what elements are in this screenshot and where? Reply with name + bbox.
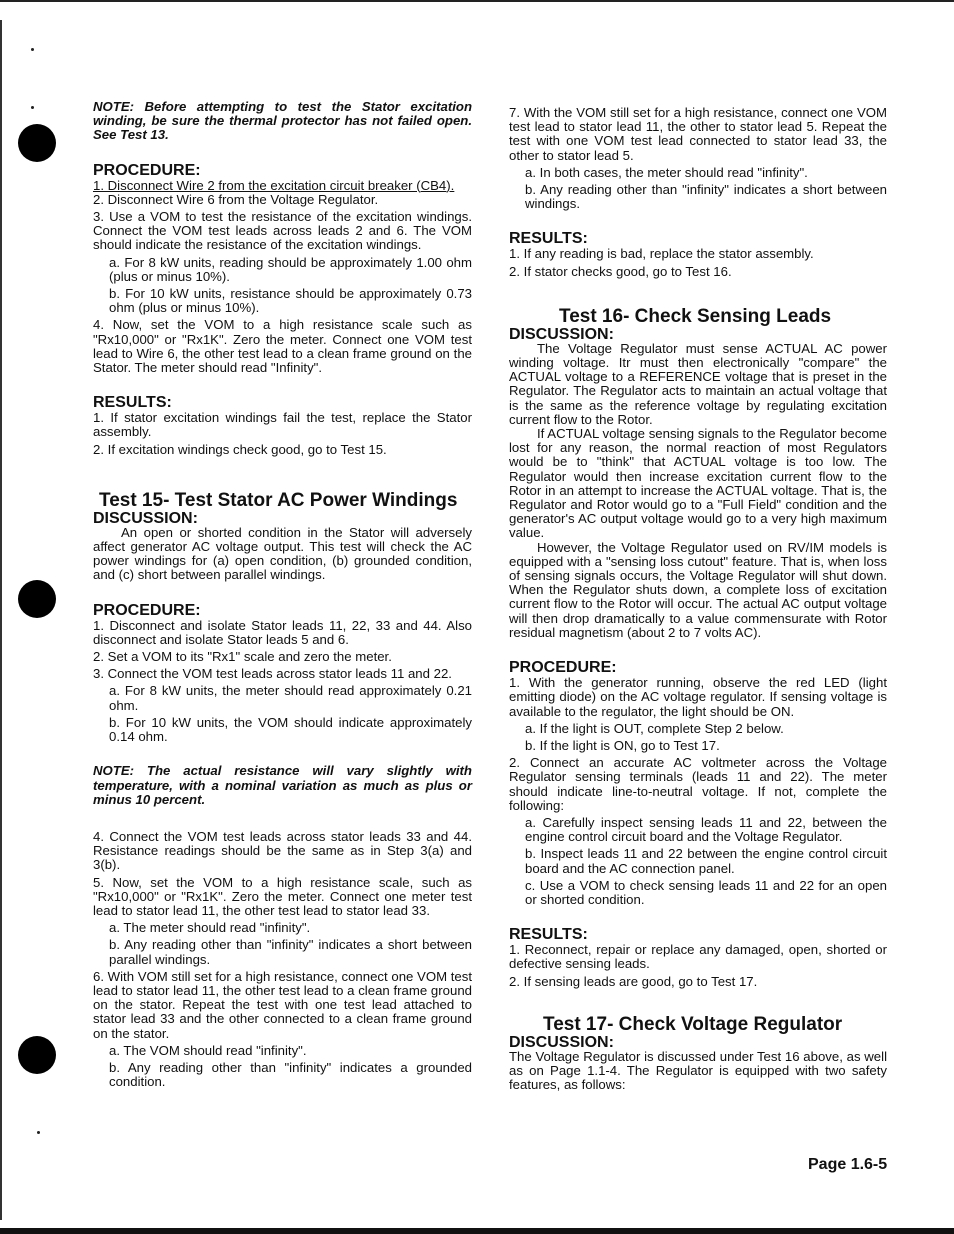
procedure-step: 5. Now, set the VOM to a high resistance scale, such as "Rx10,000" or "Rx1K". Zero the meter. Connect one meter test lead to stator lead 11, the other test lead to stator lead 33. [93, 874, 472, 918]
discussion-heading: DISCUSSION: [509, 325, 614, 343]
left-column [93, 100, 472, 1089]
test-15-title: Test 15- Test Stator AC Power Windings [99, 489, 458, 511]
discussion-text: An open or shorted condition in the Stator will adversely affect generator AC voltage output. This test will check the AC power windings for (a) open condition, (b) grounded condition, and (c) short between parallel windings. [93, 524, 472, 583]
procedure-step: 2. Disconnect Wire 6 from the Voltage Regulator. [93, 191, 379, 207]
page-number: Page 1.6-5 [808, 1156, 888, 1173]
binder-hole-bottom [18, 1036, 56, 1074]
procedure-step: 3. Connect the VOM test leads across stator leads 11 and 22. [93, 666, 452, 682]
procedure-step: 1. With the generator running, observe the red LED (light emitting diode) on the AC voltage regulator. If sensing voltage is available to the regulator, the light should be ON. [509, 675, 887, 719]
left-margin-rule [0, 20, 2, 1220]
note-resistance: NOTE: The actual resistance will vary slightly with temperature, with a nominal variation as much as plus or minus 10 percent. [93, 763, 472, 807]
discussion-text: The Voltage Regulator is discussed under Test 16 above, as well as on Page 1.1-4. The Regulator is equipped with two safety features, as follows: [509, 1048, 887, 1093]
procedure-substep: a. Carefully inspect sensing leads 11 and 22, between the engine control circuit board and the Voltage Regulator. [525, 814, 887, 845]
scan-speck [31, 48, 34, 51]
results-item: 1. If stator excitation windings fail the test, replace the Stator assembly. [93, 410, 472, 440]
procedure-step: 6. With VOM still set for a high resistance, connect one VOM test lead to stator lead 11, the other test lead to a clean frame ground on the stator. Repeat the test with one test lead attached to stator lead 33 and the other connected to a clean frame ground on the stator. [93, 968, 472, 1041]
procedure-heading: PROCEDURE: [93, 161, 201, 179]
procedure-heading: PROCEDURE: [93, 601, 201, 619]
procedure-step: 4. Connect the VOM test leads across stator leads 33 and 44. Resistance readings should be the same as in Step 3(a) and 3(b). [93, 828, 472, 873]
procedure-substep: a. The meter should read "infinity". [109, 920, 311, 936]
scan-speck [37, 1131, 40, 1134]
binder-hole-top [18, 124, 56, 162]
right-column [509, 106, 887, 1092]
results-heading: RESULTS: [93, 394, 172, 412]
procedure-substep: b. Any reading other than "infinity" indicates a short between parallel windings. [109, 937, 472, 967]
discussion-heading: DISCUSSION: [509, 1033, 614, 1051]
test-16-title: Test 16- Check Sensing Leads [559, 305, 832, 327]
note-stator-excitation: NOTE: Before attempting to test the Stator excitation winding, be sure the thermal protector has not failed open. See Test 13. [93, 99, 472, 143]
procedure-heading: PROCEDURE: [509, 659, 617, 677]
results-item: 2. If excitation windings check good, go to Test 15. [93, 441, 387, 457]
procedure-substep: b. Any reading other than "infinity" indicates a grounded condition. [109, 1059, 472, 1090]
procedure-substep: b. Inspect leads 11 and 22 between the engine control circuit board and the AC connection panel. [525, 846, 887, 876]
results-item: 1. Reconnect, repair or replace any damaged, open, shorted or defective sensing leads. [509, 942, 887, 972]
procedure-step: 1. Disconnect and isolate Stator leads 11, 22, 33 and 44. Also disconnect and isolate Stator leads 5 and 6. [93, 617, 472, 647]
procedure-substep: a. The VOM should read "infinity". [109, 1042, 307, 1058]
procedure-substep: a. For 8 kW units, the meter should read approximately 0.21 ohm. [109, 683, 472, 713]
procedure-step: 2. Set a VOM to its "Rx1" scale and zero the meter. [93, 649, 392, 665]
procedure-substep: c. Use a VOM to check sensing leads 11 and 22 for an open or shorted condition. [525, 877, 887, 907]
binder-hole-middle [18, 580, 56, 618]
procedure-substep: a. In both cases, the meter should read "infinity". [525, 164, 808, 180]
results-heading: RESULTS: [509, 230, 588, 248]
discussion-text: The Voltage Regulator must sense ACTUAL AC power winding voltage. Itr must then electronically "compare" the ACTUAL voltage to a REFERENCE voltage that is preset in the Regulator. The Regulator acts to maintain an actual voltage that is the same as the reference voltage by regulating excitation current flow to the Rotor. [509, 340, 887, 427]
procedure-step: 1. Disconnect Wire 2 from the excitation circuit breaker (CB4). [93, 177, 455, 193]
procedure-step: 2. Connect an accurate AC voltmeter across the Voltage Regulator sensing terminals (leads 11 and 22). The meter should indicate line-to-neutral voltage. If not, complete the following: [509, 755, 887, 813]
scan-speck [31, 106, 34, 109]
results-heading: RESULTS: [509, 926, 588, 944]
procedure-substep: b. For 10 kW units, the VOM should indicate approximately 0.14 ohm. [109, 714, 472, 745]
discussion-heading: DISCUSSION: [93, 509, 198, 527]
bottom-border [0, 1228, 954, 1234]
discussion-text: If ACTUAL voltage sensing signals to the Regulator become lost for any reason, the normal reaction of most Regulators would be to "think" that ACTUAL voltage is too low. The Regulator would then increase excitation current flow to the Rotor in an attempt to increase the ACTUAL voltage. That is, the Regulator and Rotor would go to a "Full Field" condition and the generator's AC output voltage would go to a very high maximum value. [509, 426, 887, 541]
results-item: 1. If any reading is bad, replace the stator assembly. [509, 246, 814, 262]
test-17-title: Test 17- Check Voltage Regulator [543, 1013, 843, 1035]
procedure-substep: a. For 8 kW units, reading should be approximately 1.00 ohm (plus or minus 10%). [109, 254, 472, 284]
procedure-substep: a. If the light is OUT, complete Step 2 below. [525, 720, 784, 736]
procedure-step: 3. Use a VOM to test the resistance of the excitation windings. Connect the VOM test leads across leads 2 and 6. The VOM should indicate the resistance of the excitation windings. [93, 209, 472, 253]
procedure-step: 7. With the VOM still set for a high resistance, connect one VOM test lead to stator lead 11, the other to stator lead 5. Repeat the test with one VOM test lead connected to stator lead 33, the other to stator lead 5. [509, 105, 887, 163]
top-border [0, 0, 954, 2]
procedure-step: 4. Now, set the VOM to a high resistance scale such as "Rx10,000" or "Rx1K". Zero the meter. Connect one VOM test lead to Wire 6, the other test lead to a clean frame ground on the Stator. The meter should read "Infinity". [93, 317, 472, 376]
procedure-substep: b. If the light is ON, go to Test 17. [525, 737, 720, 753]
discussion-text: However, the Voltage Regulator used on RV/IM models is equipped with a "sensing loss cutout" feature. That is, when loss of sensing signals occurs, the Voltage Regulator will shut down. When the Regulator shuts down, a complete loss of excitation current flow to the Rotor will occur. The actual AC output voltage will then drop dramatically to a value commensurate with Rotor residual magnetism (about 2 to 7 volts AC). [509, 539, 887, 640]
results-item: 2. If stator checks good, go to Test 16. [509, 263, 732, 279]
results-item: 2. If sensing leads are good, go to Test 17. [509, 973, 758, 989]
procedure-substep: b. For 10 kW units, resistance should be approximately 0.73 ohm (plus or minus 10%). [109, 286, 472, 316]
procedure-substep: b. Any reading other than "infinity" indicates a short between windings. [525, 182, 887, 212]
